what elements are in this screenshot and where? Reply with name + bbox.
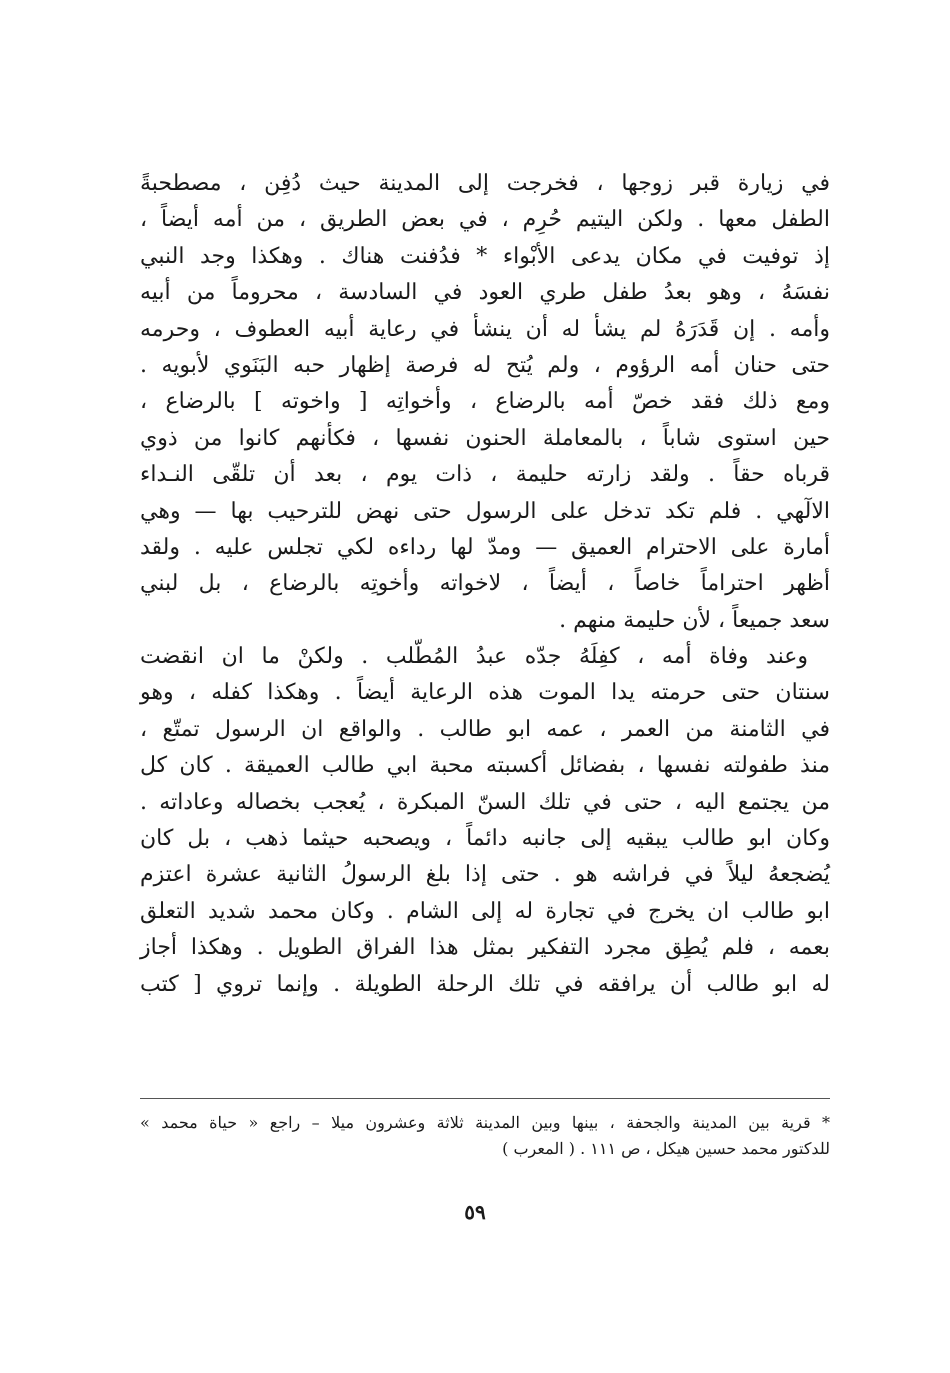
- body-text: [140, 166, 830, 1003]
- text-line: وكان ابو طالب يبقيه إلى جانبه دائماً ، ويصحبه حيثما ذهب ، بل كان: [140, 826, 830, 852]
- text-line: إذ توفيت في مكان يدعى الأبْواء * فدُفنت هناك . وهكذا وجد النبي: [140, 243, 830, 269]
- text-line: سنتان حتى حرمته يدا الموت هذه الرعاية أيضاً . وهكذا كفله ، وهو: [140, 680, 830, 706]
- text-line: قرباه حقاً . ولقد زارته حليمة ، ذات يوم ، بعد أن تلقّى النـداء: [140, 462, 830, 488]
- text-line: أظهر احتراماً خاصاً ، أيضاً ، لاخواته وأخوتِه بالرضاع ، بل لبني: [140, 571, 830, 597]
- text-line: له ابو طالب أن يرافقه في تلك الرحلة الطويلة . وإنما تروي [ كتب: [140, 971, 830, 997]
- text-line: بعمه ، فلم يُطِق مجرد التفكير بمثل هذا الفراق الطويل . وهكذا أجاز: [140, 935, 830, 961]
- text-line: يُضجعهُ ليلاً في فراشه هو . حتى إذا بلغ الرسولُ الثانية عشرة اعتزم: [140, 862, 830, 888]
- text-line: حين استوى شاباً ، بالمعاملة الحنون نفسها ، فكأنهم كانوا من ذوي: [140, 425, 830, 451]
- footnote-line: للدكتور محمد حسين هيكل ، ص ١١١ . ( المعرب ): [502, 1139, 830, 1158]
- text-line: نفسَهُ ، وهو بعدُ طفل طري العود في السادسة ، محروماً من أبيه: [140, 280, 830, 306]
- text-line: وأمه . إن قَدَرَهُ لم يشأ له أن ينشأ في رعاية أبيه العطوف ، وحرمه: [140, 316, 830, 342]
- page-number: ٥٩: [464, 1200, 486, 1224]
- footnote-line: * قرية بين المدينة والجحفة ، بينها وبين المدينة ثلاثة وعشرون ميلا – راجع « حياة محمد »: [140, 1113, 830, 1132]
- footnote-divider: [140, 1098, 830, 1099]
- text-line: في الثامنة من العمر ، عمه ابو طالب . والواقع ان الرسول تمتّع ،: [140, 716, 830, 742]
- text-line: حتى حنان أمه الرؤوم ، ولم يُتح له فرصة إظهار حبه البَنَوي لأبويه .: [140, 352, 830, 378]
- text-line: من يجتمع اليه ، حتى في تلك السنّ المبكرة ، يُعجب بخصاله وعاداته .: [140, 789, 830, 815]
- text-line: منذ طفولته نفسها ، بفضائل أكسبته محبة ابي طالب العميقة . كان كل: [140, 753, 830, 779]
- text-line: الالٓهي . فلم تكد تدخل على الرسول حتى نهض للترحيب بها — وهي: [140, 498, 830, 524]
- text-line: أمارة على الاحترام العميق — ومدّ لها رداءه لكي تجلس عليه . ولقد: [140, 534, 830, 560]
- text-line: في زيارة قبر زوجها ، فخرجت إلى المدينة حيث دُفِن ، مصطحبةً: [140, 171, 830, 196]
- text-line: سعد جميعاً ، لأن حليمة منهم .: [559, 607, 830, 633]
- text-line: ومع ذلك فقد خصّ أمه بالرضاع ، وأخواتِه [ واخوته ] بالرضاع ،: [140, 389, 830, 415]
- footnotes: [140, 1110, 830, 1162]
- text-line: ابو طالب ان يخرج في تجارة له إلى الشام . وكان محمد شديد التعلق: [140, 898, 830, 924]
- text-line: وعند وفاة أمه ، كفِلَهُ جدّه عبدُ المُطّلب . ولكنْ ما ان انقضت: [140, 644, 808, 670]
- text-line: الطفل معها . ولكن اليتيم حُرِم ، في بعض الطريق ، من أمه أيضاً ،: [140, 207, 830, 233]
